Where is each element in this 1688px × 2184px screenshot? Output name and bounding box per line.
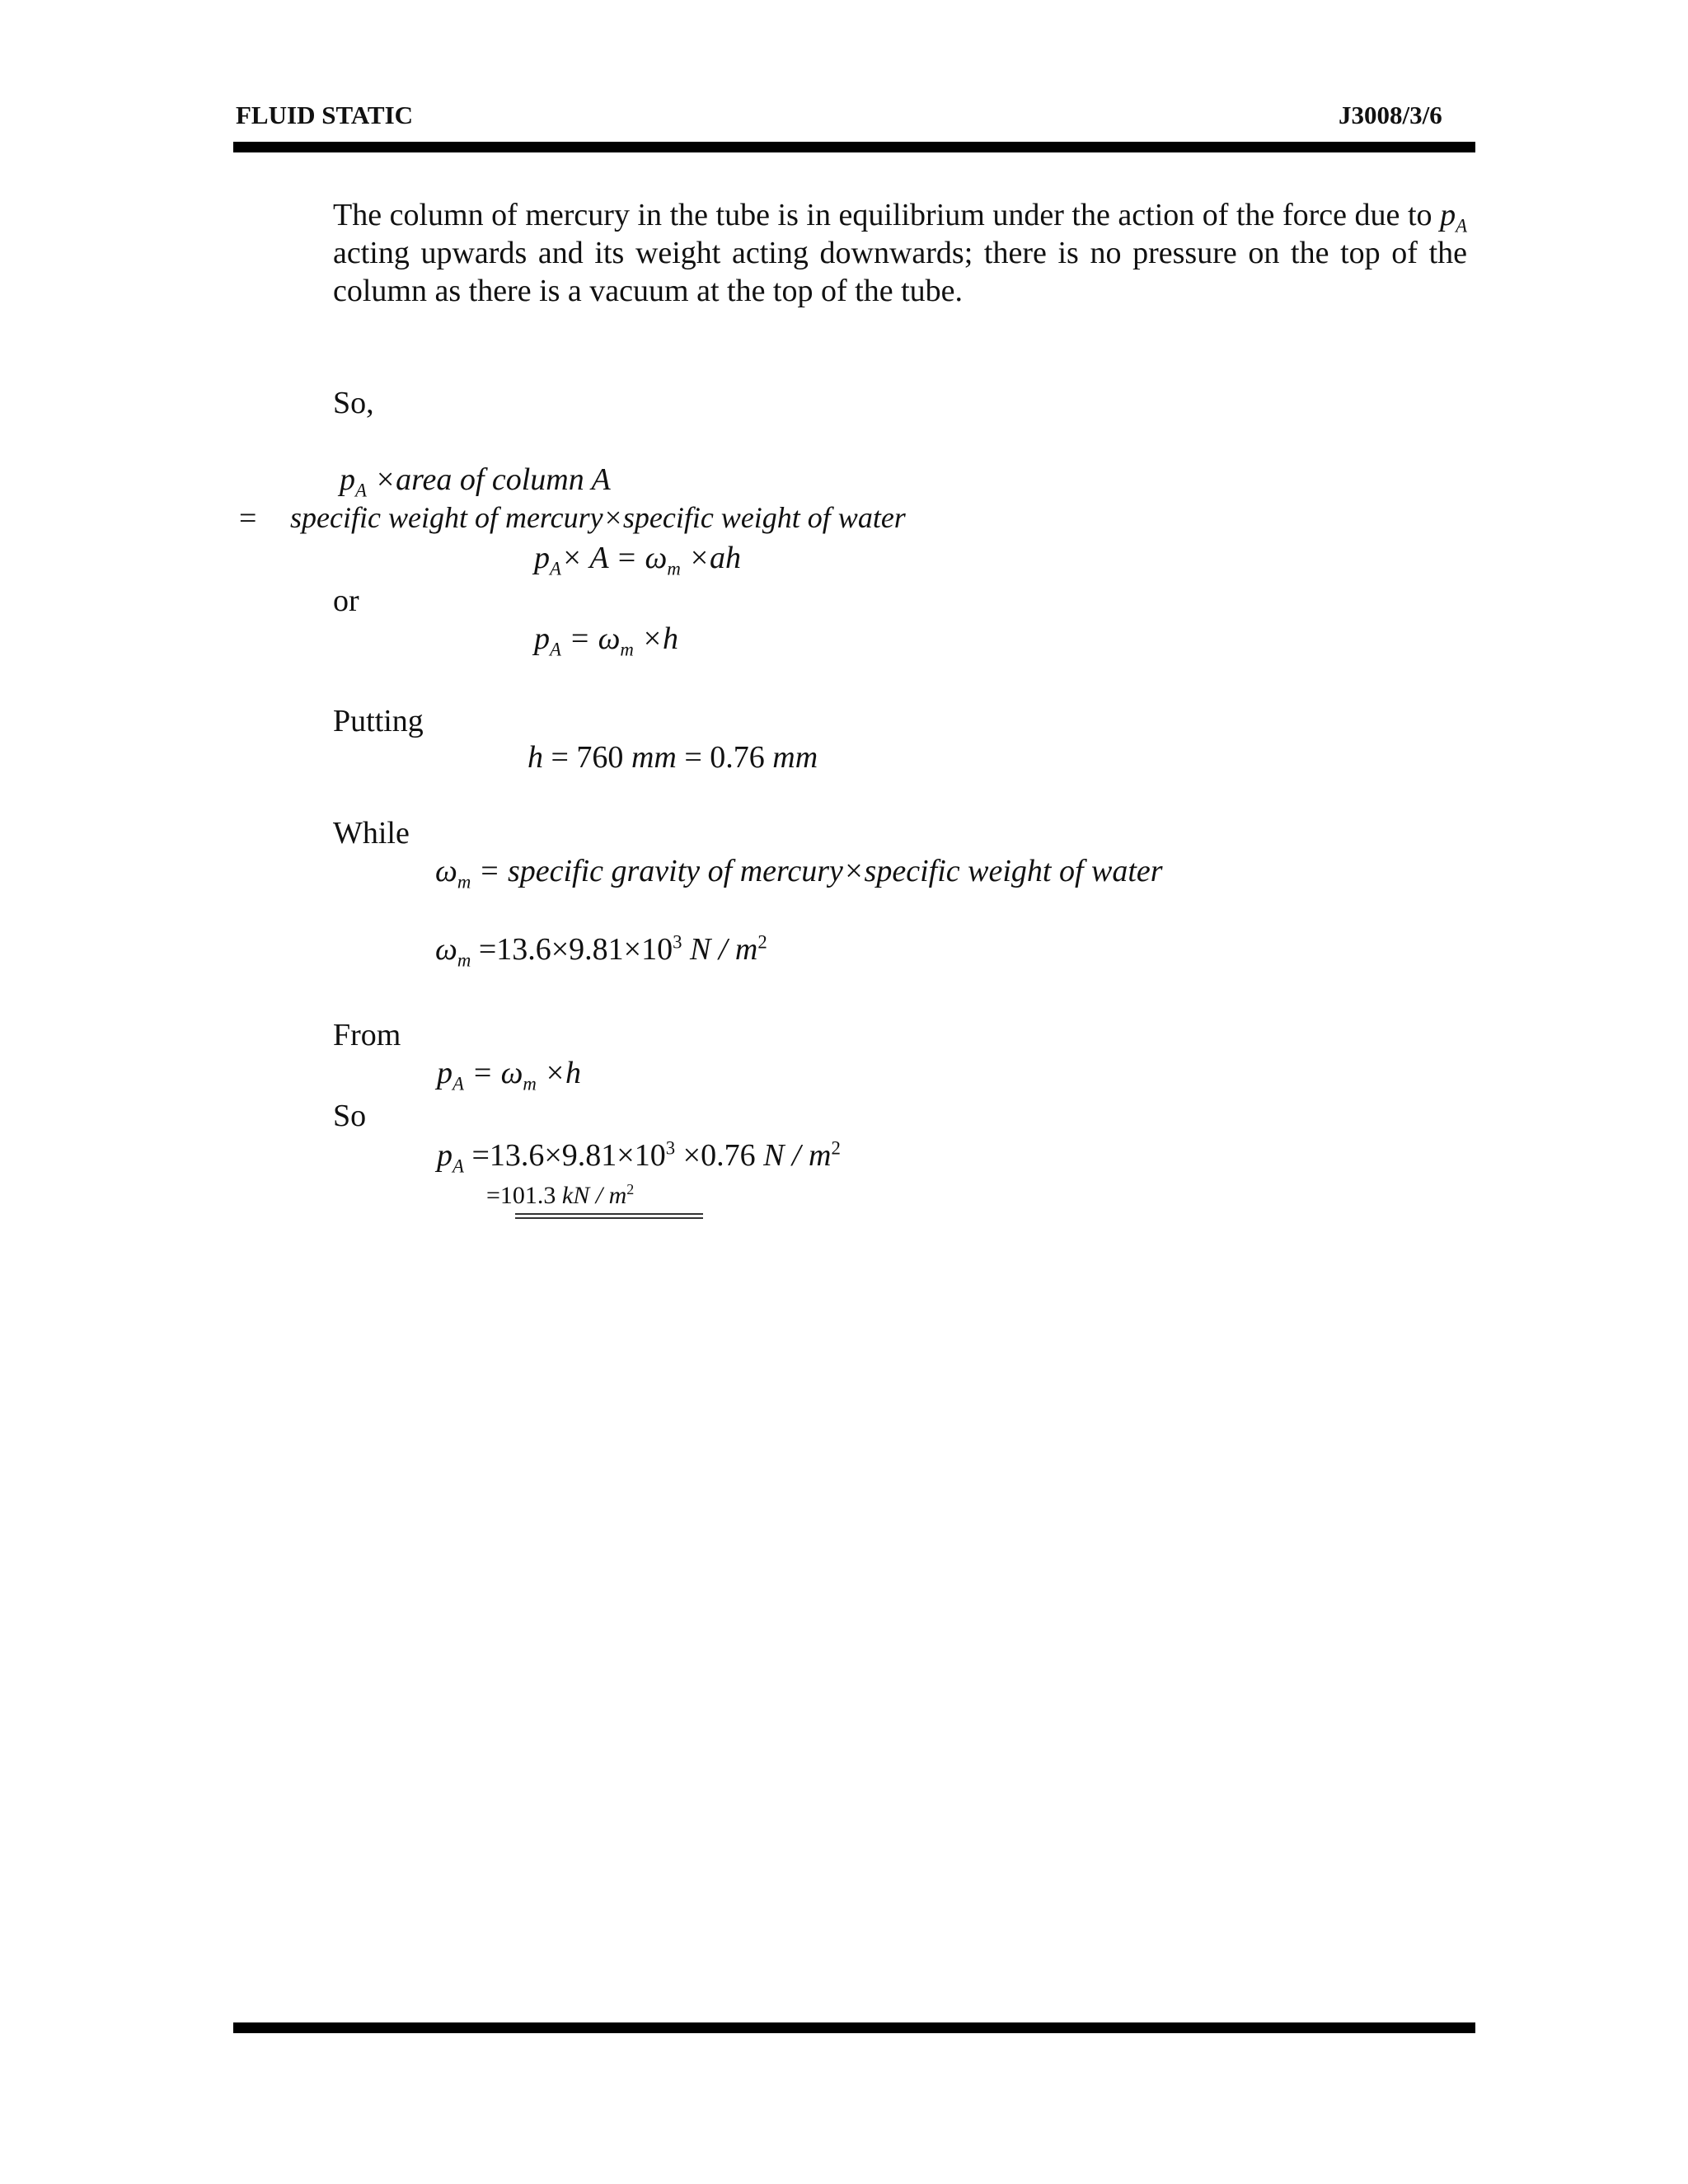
paragraph-text-1: The column of mercury in the tube is in equilibrium under the action of the force due to (333, 198, 1441, 232)
while2-omega: ω (435, 932, 457, 967)
from-mid: = ω (463, 1056, 523, 1090)
from-sub: A (452, 1073, 464, 1094)
final-result (486, 1182, 634, 1210)
eq2-mid: × A = ω (560, 541, 668, 575)
final-unit: N / m (763, 1138, 832, 1173)
result-sup: 2 (626, 1181, 635, 1197)
from-equation (437, 1055, 582, 1094)
eq2-sub2: m (667, 558, 681, 579)
equation-1-line-2: specific weight of mercury×specific weight of water (290, 501, 906, 534)
eq1-sub: A (355, 480, 367, 501)
put-mid: = 760 (543, 740, 631, 775)
label-so: So, (333, 386, 374, 420)
put-mm-1: mm (631, 740, 677, 775)
result-double-underline (515, 1213, 703, 1219)
final-sub: A (452, 1155, 464, 1177)
put-mid-2: = 0.76 (676, 740, 773, 775)
while2-unit: N / m (682, 932, 758, 967)
while1-rest: = specific gravity of mercury×specific weight of water (471, 854, 1163, 888)
result-equals: = (486, 1182, 500, 1209)
header-rule (233, 142, 1475, 152)
final-equation (437, 1137, 841, 1177)
label-so-2: So (333, 1099, 367, 1133)
eq2-p: p (534, 541, 550, 575)
while1-sub: m (457, 871, 471, 893)
label-or: or (333, 583, 359, 618)
final-p: p (437, 1138, 452, 1173)
eq2-rest: ×ah (680, 541, 742, 575)
paragraph-p-subscript: A (1456, 215, 1467, 237)
from-sub2: m (523, 1073, 537, 1094)
put-mm-2: mm (772, 740, 818, 775)
eq3-p: p (534, 621, 550, 656)
final-sup: 3 (665, 1137, 676, 1159)
while2-sub: m (457, 949, 471, 971)
putting-equation (528, 739, 818, 776)
from-rest: ×h (536, 1056, 582, 1090)
final-rest-2: ×0.76 (675, 1138, 764, 1173)
equation-1-line-1 (340, 462, 611, 501)
eq1-rest: ×area of column A (366, 462, 611, 497)
while-equation-1 (435, 853, 1163, 893)
while2-sup-2: 2 (757, 931, 767, 953)
paragraph-p-symbol: p (1440, 198, 1456, 232)
while1-omega: ω (435, 854, 457, 888)
result-unit: kN / m (561, 1182, 627, 1209)
eq1-p: p (340, 462, 355, 497)
final-sup-2: 2 (831, 1137, 841, 1159)
while-equation-2 (435, 931, 767, 971)
from-p: p (437, 1056, 452, 1090)
equation-3 (534, 621, 679, 660)
eq3-sub2: m (620, 639, 634, 660)
eq3-sub: A (550, 639, 561, 660)
equation-2 (534, 540, 742, 579)
eq3-rest: ×h (633, 621, 679, 656)
put-h: h (528, 740, 543, 775)
paragraph-text-2: acting upwards and its weight acting downwards; there is no pressure on the top of the column as there is a vacuum at the top of the tube. (333, 236, 1467, 308)
final-rest: =13.6×9.81×10 (463, 1138, 666, 1173)
intro-paragraph (333, 196, 1467, 310)
label-putting: Putting (333, 704, 424, 738)
label-from: From (333, 1018, 401, 1052)
label-while: While (333, 816, 410, 851)
equation-1-equals: = (239, 501, 257, 536)
result-value: 101.3 (499, 1182, 562, 1209)
eq3-mid: = ω (560, 621, 621, 656)
while2-rest: =13.6×9.81×10 (471, 932, 673, 967)
eq2-sub: A (550, 558, 561, 579)
while2-sup: 3 (673, 931, 682, 953)
header-page-code: J3008/3/6 (1339, 101, 1442, 129)
header-title: FLUID STATIC (236, 101, 414, 129)
footer-rule (233, 2022, 1475, 2033)
